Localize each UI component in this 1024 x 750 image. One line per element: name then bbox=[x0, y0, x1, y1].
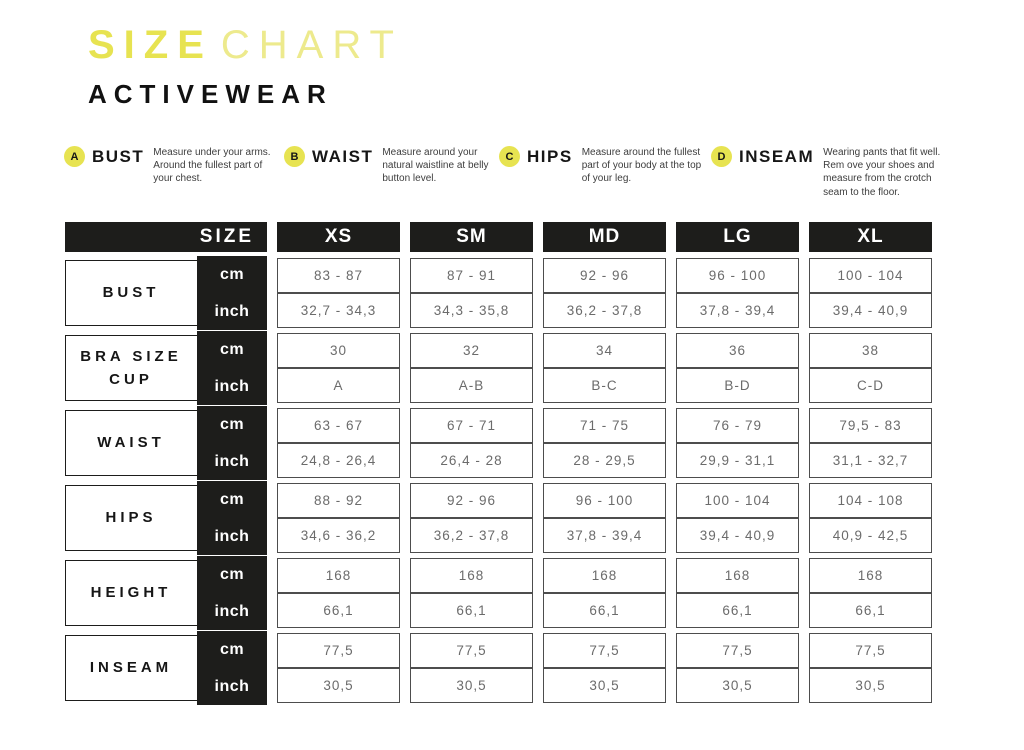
data-col-md bbox=[543, 333, 666, 403]
cell-waist-sm-inch: 26,4 - 28 bbox=[410, 443, 533, 478]
title-word-size: SIZE bbox=[88, 23, 213, 67]
legend-desc-waist: Measure around your natural waistline at belly button level. bbox=[382, 147, 489, 185]
data-col-xs bbox=[277, 633, 400, 703]
legend-item-inseam bbox=[711, 145, 961, 199]
data-col-md bbox=[543, 483, 666, 553]
unit-box bbox=[197, 556, 267, 630]
unit-cm-label: cm bbox=[219, 340, 245, 358]
cell-height-sm-cm: 168 bbox=[410, 558, 533, 593]
column-header-xs: XS bbox=[277, 222, 400, 252]
legend-desc-hips: Measure around the fullest part of your body at the top of your leg. bbox=[581, 147, 702, 185]
data-col-sm bbox=[410, 633, 533, 703]
cell-height-xs-inch: 66,1 bbox=[277, 593, 400, 628]
data-col-xl bbox=[809, 258, 932, 328]
data-col-xl bbox=[809, 633, 932, 703]
row-label-hips: HIPS bbox=[105, 509, 157, 527]
unit-inch-label: inch bbox=[214, 377, 250, 395]
letter-a-badge-icon: A bbox=[64, 146, 85, 167]
data-col-xs bbox=[277, 408, 400, 478]
cell-height-md-inch: 66,1 bbox=[543, 593, 666, 628]
cell-waist-md-inch: 28 - 29,5 bbox=[543, 443, 666, 478]
data-col-sm bbox=[410, 333, 533, 403]
unit-box bbox=[197, 481, 267, 555]
table-row-waist bbox=[65, 408, 932, 478]
table-row-inseam bbox=[65, 633, 932, 703]
column-header-md: MD bbox=[543, 222, 666, 252]
data-col-lg bbox=[676, 483, 799, 553]
cell-bust-lg-cm: 96 - 100 bbox=[676, 258, 799, 293]
cell-hips-sm-cm: 92 - 96 bbox=[410, 483, 533, 518]
cell-inseam-md-inch: 30,5 bbox=[543, 668, 666, 703]
size-header-cell: SIZE bbox=[65, 222, 267, 252]
cell-hips-xs-cm: 88 - 92 bbox=[277, 483, 400, 518]
legend-name-bust: BUST bbox=[92, 147, 145, 166]
legend-name-waist: WAIST bbox=[312, 147, 374, 166]
cell-inseam-xs-inch: 30,5 bbox=[277, 668, 400, 703]
data-col-md bbox=[543, 633, 666, 703]
cell-inseam-xl-inch: 30,5 bbox=[809, 668, 932, 703]
cell-waist-lg-inch: 29,9 - 31,1 bbox=[676, 443, 799, 478]
row-label-height: HEIGHT bbox=[90, 584, 172, 602]
cell-bust-xs-inch: 32,7 - 34,3 bbox=[277, 293, 400, 328]
cell-waist-lg-cm: 76 - 79 bbox=[676, 408, 799, 443]
cell-height-xl-cm: 168 bbox=[809, 558, 932, 593]
cell-inseam-xl-cm: 77,5 bbox=[809, 633, 932, 668]
cell-bust-md-inch: 36,2 - 37,8 bbox=[543, 293, 666, 328]
cell-waist-xl-cm: 79,5 - 83 bbox=[809, 408, 932, 443]
data-col-xl bbox=[809, 483, 932, 553]
cell-bra-md-cm: 34 bbox=[543, 333, 666, 368]
unit-cm-label: cm bbox=[219, 490, 245, 508]
cell-bra-xs-cm: 30 bbox=[277, 333, 400, 368]
cell-bra-xs-inch: A bbox=[277, 368, 400, 403]
cell-height-xl-inch: 66,1 bbox=[809, 593, 932, 628]
letter-d-badge-icon: D bbox=[711, 146, 732, 167]
data-col-sm bbox=[410, 558, 533, 628]
cell-hips-xs-inch: 34,6 - 36,2 bbox=[277, 518, 400, 553]
data-col-lg bbox=[676, 633, 799, 703]
data-col-lg bbox=[676, 258, 799, 328]
cell-waist-sm-cm: 67 - 71 bbox=[410, 408, 533, 443]
legend-item-bust bbox=[64, 145, 284, 199]
cell-hips-lg-inch: 39,4 - 40,9 bbox=[676, 518, 799, 553]
unit-cm-label: cm bbox=[219, 415, 245, 433]
data-col-xs bbox=[277, 483, 400, 553]
unit-box bbox=[197, 406, 267, 480]
cell-hips-md-cm: 96 - 100 bbox=[543, 483, 666, 518]
cell-bust-xl-inch: 39,4 - 40,9 bbox=[809, 293, 932, 328]
unit-inch-label: inch bbox=[214, 527, 250, 545]
legend-name-hips: HIPS bbox=[527, 147, 573, 166]
cell-waist-xs-inch: 24,8 - 26,4 bbox=[277, 443, 400, 478]
data-col-lg bbox=[676, 333, 799, 403]
cell-waist-xs-cm: 63 - 67 bbox=[277, 408, 400, 443]
column-header-xl: XL bbox=[809, 222, 932, 252]
row-label-box-height bbox=[65, 560, 267, 626]
cell-inseam-lg-cm: 77,5 bbox=[676, 633, 799, 668]
letter-b-badge-icon: B bbox=[284, 146, 305, 167]
unit-box bbox=[197, 331, 267, 405]
row-label-box-inseam bbox=[65, 635, 267, 701]
unit-box bbox=[197, 631, 267, 705]
data-col-sm bbox=[410, 258, 533, 328]
cell-inseam-xs-cm: 77,5 bbox=[277, 633, 400, 668]
data-col-sm bbox=[410, 483, 533, 553]
data-col-xs bbox=[277, 258, 400, 328]
size-table bbox=[65, 222, 932, 708]
measurement-legend bbox=[64, 145, 961, 199]
cell-inseam-lg-inch: 30,5 bbox=[676, 668, 799, 703]
unit-inch-label: inch bbox=[214, 302, 250, 320]
cell-bust-md-cm: 92 - 96 bbox=[543, 258, 666, 293]
unit-cm-label: cm bbox=[219, 565, 245, 583]
cell-bra-sm-inch: A-B bbox=[410, 368, 533, 403]
letter-c-badge-icon: C bbox=[499, 146, 520, 167]
row-label-box-waist bbox=[65, 410, 267, 476]
data-col-md bbox=[543, 558, 666, 628]
cell-hips-xl-cm: 104 - 108 bbox=[809, 483, 932, 518]
row-label-box-hips bbox=[65, 485, 267, 551]
cell-bust-lg-inch: 37,8 - 39,4 bbox=[676, 293, 799, 328]
data-col-lg bbox=[676, 408, 799, 478]
table-row-hips bbox=[65, 483, 932, 553]
row-label-waist: WAIST bbox=[97, 434, 165, 452]
cell-waist-md-cm: 71 - 75 bbox=[543, 408, 666, 443]
data-col-lg bbox=[676, 558, 799, 628]
page-subtitle: ACTIVEWEAR bbox=[88, 79, 333, 109]
cell-inseam-sm-cm: 77,5 bbox=[410, 633, 533, 668]
table-row-height bbox=[65, 558, 932, 628]
legend-item-waist bbox=[284, 145, 499, 199]
unit-cm-label: cm bbox=[219, 640, 245, 658]
unit-cm-label: cm bbox=[219, 265, 245, 283]
cell-bra-lg-cm: 36 bbox=[676, 333, 799, 368]
row-label-box-bra bbox=[65, 335, 267, 401]
cell-height-xs-cm: 168 bbox=[277, 558, 400, 593]
cell-height-md-cm: 168 bbox=[543, 558, 666, 593]
unit-inch-label: inch bbox=[214, 452, 250, 470]
data-col-md bbox=[543, 258, 666, 328]
cell-hips-xl-inch: 40,9 - 42,5 bbox=[809, 518, 932, 553]
legend-desc-inseam: Wearing pants that fit well. Rem ove your shoes and measure from the crotch seam to the floor. bbox=[823, 147, 941, 198]
cell-hips-lg-cm: 100 - 104 bbox=[676, 483, 799, 518]
cell-bust-xl-cm: 100 - 104 bbox=[809, 258, 932, 293]
cell-bust-xs-cm: 83 - 87 bbox=[277, 258, 400, 293]
legend-name-inseam: INSEAM bbox=[739, 147, 815, 166]
cell-inseam-sm-inch: 30,5 bbox=[410, 668, 533, 703]
cell-hips-sm-inch: 36,2 - 37,8 bbox=[410, 518, 533, 553]
unit-inch-label: inch bbox=[214, 602, 250, 620]
row-label-bra: BRA SIZE CUP bbox=[80, 347, 182, 388]
unit-inch-label: inch bbox=[214, 677, 250, 695]
table-header-row bbox=[65, 222, 932, 252]
cell-bra-sm-cm: 32 bbox=[410, 333, 533, 368]
data-col-xs bbox=[277, 333, 400, 403]
column-header-lg: LG bbox=[676, 222, 799, 252]
cell-bra-xl-inch: C-D bbox=[809, 368, 932, 403]
cell-height-sm-inch: 66,1 bbox=[410, 593, 533, 628]
data-col-xl bbox=[809, 558, 932, 628]
data-col-xl bbox=[809, 333, 932, 403]
cell-height-lg-inch: 66,1 bbox=[676, 593, 799, 628]
legend-desc-bust: Measure under your arms. Around the fullest part of your chest. bbox=[153, 147, 271, 185]
cell-hips-md-inch: 37,8 - 39,4 bbox=[543, 518, 666, 553]
legend-item-hips bbox=[499, 145, 711, 199]
cell-bra-lg-inch: B-D bbox=[676, 368, 799, 403]
title-block bbox=[88, 24, 403, 110]
cell-inseam-md-cm: 77,5 bbox=[543, 633, 666, 668]
data-col-xl bbox=[809, 408, 932, 478]
cell-height-lg-cm: 168 bbox=[676, 558, 799, 593]
title-word-chart: CHART bbox=[220, 23, 403, 67]
cell-bra-xl-cm: 38 bbox=[809, 333, 932, 368]
data-col-sm bbox=[410, 408, 533, 478]
cell-waist-xl-inch: 31,1 - 32,7 bbox=[809, 443, 932, 478]
page-title bbox=[88, 24, 403, 66]
table-row-bra-size-cup bbox=[65, 333, 932, 403]
table-row-bust bbox=[65, 258, 932, 328]
unit-box bbox=[197, 256, 267, 330]
column-header-sm: SM bbox=[410, 222, 533, 252]
row-label-box-bust bbox=[65, 260, 267, 326]
cell-bust-sm-inch: 34,3 - 35,8 bbox=[410, 293, 533, 328]
cell-bra-md-inch: B-C bbox=[543, 368, 666, 403]
row-label-bust: BUST bbox=[102, 284, 160, 302]
row-label-inseam: INSEAM bbox=[89, 659, 173, 677]
table-body bbox=[65, 258, 932, 703]
data-col-xs bbox=[277, 558, 400, 628]
cell-bust-sm-cm: 87 - 91 bbox=[410, 258, 533, 293]
data-col-md bbox=[543, 408, 666, 478]
